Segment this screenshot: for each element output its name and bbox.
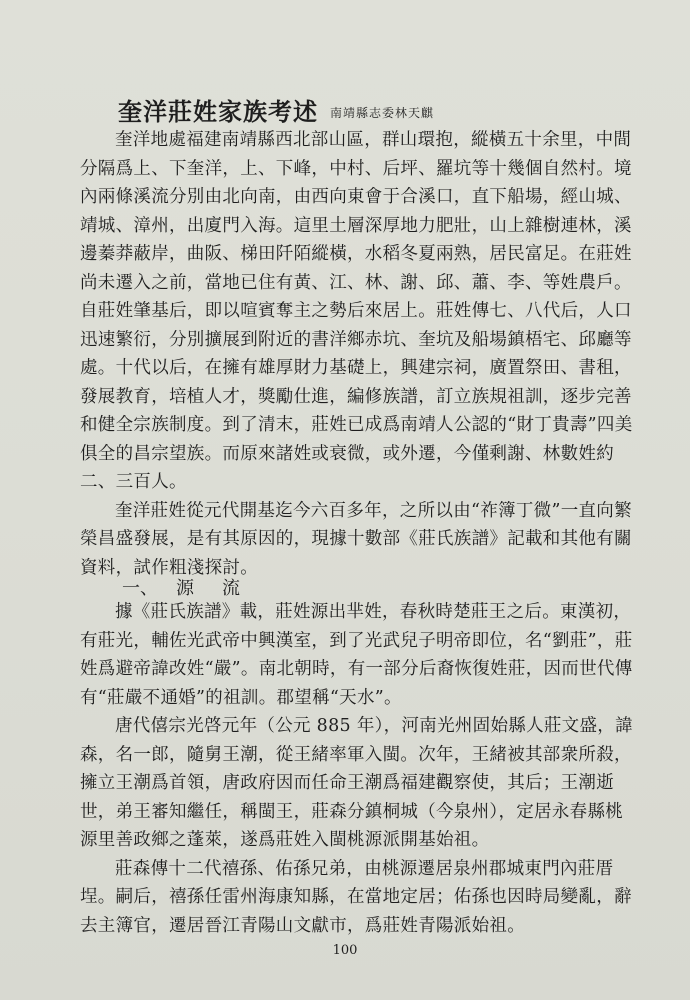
article-title: 奎洋莊姓家族考述 — [118, 97, 318, 126]
paragraph: 唐代僖宗光啓元年（公元 885 年），河南光州固始縣人莊文盛，諱森，名一郎，隨舅王潮，從王緒率軍入閩。次年，王緒被其部衆所殺，擁立王潮爲首領，唐政府因而任命王潮爲福建觀察使，其后；王潮逝世，弟王審知繼任，稱閩王，莊森分鎮桐城（今泉州），定居永春縣桃源里善政鄉之蓬萊，遂爲莊姓入閩桃源派開基始祖。 — [80, 716, 633, 850]
paragraph: 奎洋地處福建南靖縣西北部山區，群山環抱，縱橫五十余里，中間分隔爲上、下奎洋，上、下峰，中村、后坪、羅坑等十幾個自然村。境內兩條溪流分別由北向南，由西向東會于合溪口，直下船場，經山城、靖城、漳州，出廈門入海。這里土層深厚地力肥壯，山上雜樹連林，溪邊蓁莽蔽岸，曲阪、梯田阡陌縱橫，水稻冬夏兩熟，居民富足。在莊姓尚未遷入之前，當地已住有黃、江、林、謝、邱、蕭、李、等姓農戶。自莊姓肇基后，即以喧賓奪主之勢后來居上。莊姓傳七、八代后，人口迅速繁衍，分別擴展到附近的書洋鄉赤坑、奎坑及船場鎮梧宅、邱廳等處。十代以后，在擁有雄厚財力基礎上，興建宗祠，廣置祭田、書租，發展教育，培植人才，獎勵仕進，編修族譜，訂立族規祖訓，逐步完善和健全宗族制度。到了清末，莊姓已成爲南靖人公認的“財丁貴壽”四美俱全的昌宗望族。而原來諸姓或衰微，或外遷，今僅剩謝、林數姓約二、三百人。 — [80, 130, 633, 492]
section-heading — [122, 574, 268, 600]
intro-section — [80, 126, 640, 582]
article-author: 南靖縣志委林天麒 — [330, 106, 435, 120]
page-number: 100 — [332, 943, 358, 958]
section-body — [80, 598, 640, 940]
paragraph: 莊森傳十二代禧孫、佑孫兄弟，由桃源遷居泉州郡城東門內莊厝埕。嗣后，禧孫任雷州海康知縣，在當地定居；佑孫也因時局變亂，辭去主簿官，遷居晉江青陽山文獻市，爲莊姓青陽派始祖。 — [80, 858, 632, 936]
paragraph: 奎洋莊姓從元代開基迄今六百多年，之所以由“祚簿丁微”一直向繁榮昌盛發展，是有其原因的，現據十數部《莊氏族譜》記載和其他有關資料，試作粗淺探討。 — [80, 500, 632, 578]
paragraph: 據《莊氏族譜》載，莊姓源出芈姓，春秋時楚莊王之后。東漢初，有莊光，輔佐光武帝中興漢室，到了光武兒子明帝即位，名“劉莊”，莊姓爲避帝諱改姓“嚴”。南北朝時，有一部分后裔恢復姓莊，因而世代傳有“莊嚴不通婚”的祖訓。郡望稱“天水”。 — [80, 602, 633, 708]
section-title: 源流 — [176, 578, 268, 599]
section-number: 一、 — [122, 578, 158, 599]
title-row — [118, 92, 638, 126]
